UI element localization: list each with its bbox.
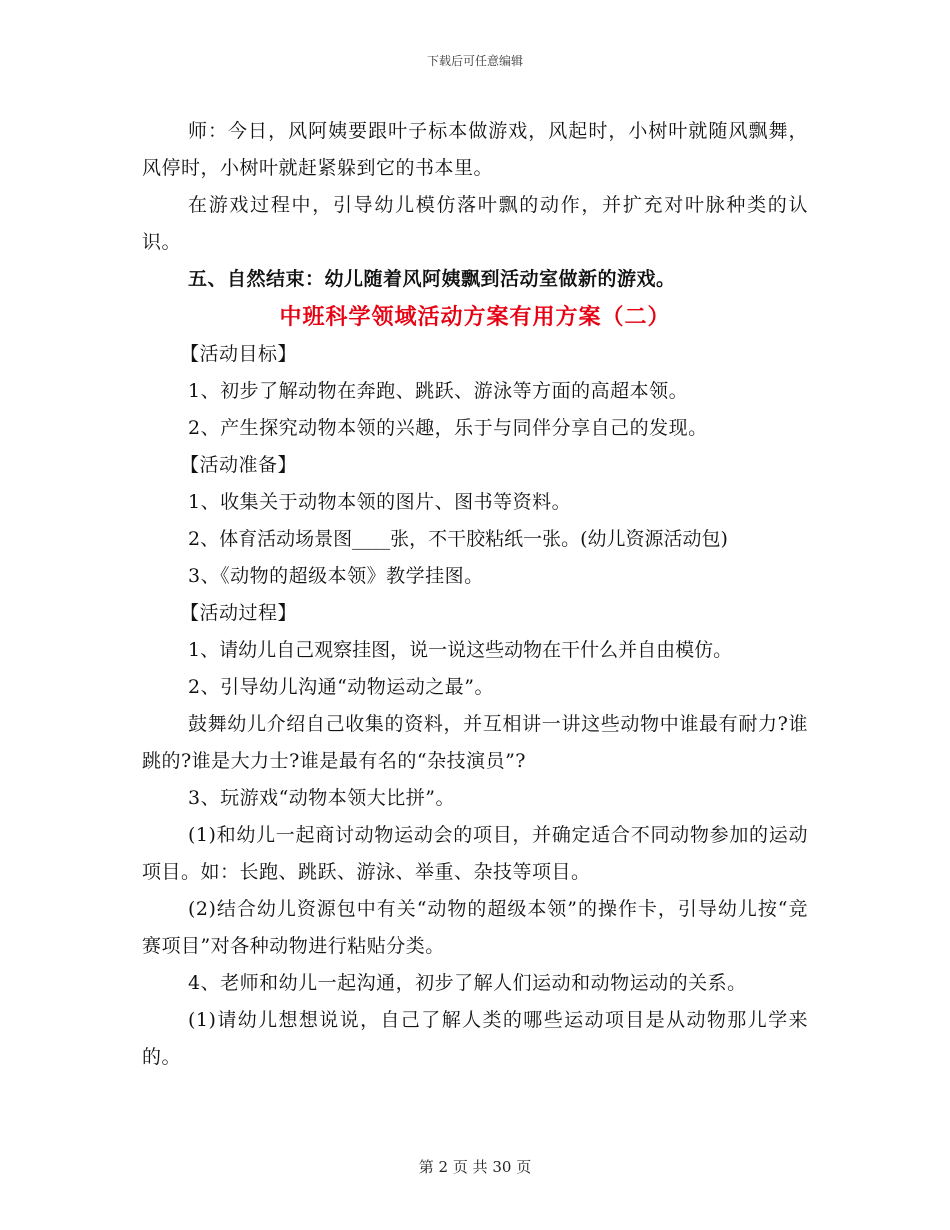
process-item-3-b: (2)结合幼儿资源包中有关“动物的超级本领”的操作卡，引导幼儿按“竞赛项目”对各种动物进行粘贴分类。 xyxy=(142,898,808,957)
prep-item-1: 1、收集关于动物本领的图片、图书等资料。 xyxy=(188,491,572,513)
header-note: 下载后可任意编辑 xyxy=(426,54,523,68)
process-item-3-a: (1)和幼儿一起商讨动物运动会的项目，并确定适合不同动物参加的运动项目。如：长跑、跳跃、游泳、举重、杂技等项目。 xyxy=(142,824,808,883)
process-item-2: 2、引导幼儿沟通“动物运动之最”。 xyxy=(188,676,495,698)
process-item-3: 3、玩游戏“动物本领大比拼”。 xyxy=(188,787,456,809)
section-title: 中班科学领域活动方案有用方案（二） xyxy=(279,304,671,330)
process-item-4: 4、老师和幼儿一起沟通，初步了解人们运动和动物运动的关系。 xyxy=(188,972,747,994)
process-item-1: 1、请幼儿自己观察挂图，说一说这些动物在干什么并自由模仿。 xyxy=(188,639,733,661)
process-item-4-a: (1)请幼儿想想说说，自己了解人类的哪些运动项目是从动物那儿学来的。 xyxy=(142,1009,808,1068)
process-item-2-detail: 鼓舞幼儿介绍自己收集的资料，并互相讲一讲这些动物中谁最有耐力?谁跳的?谁是大力士?谁是最有名的“杂技演员”? xyxy=(142,713,808,772)
paragraph-natural-ending: 五、自然结束：幼儿随着风阿姨飘到活动室做新的游戏。 xyxy=(188,268,676,290)
prep-item-2: 2、体育活动场景图____张，不干胶粘纸一张。(幼儿资源活动包) xyxy=(188,528,728,550)
heading-activity-goals: 【活动目标】 xyxy=(180,343,298,365)
paragraph-teacher-game: 师：今日，风阿姨要跟叶子标本做游戏，风起时，小树叶就随风飘舞，风停时，小树叶就赶紧躲到它的书本里。 xyxy=(142,120,808,179)
heading-activity-preparation: 【活动准备】 xyxy=(180,454,298,476)
heading-activity-process: 【活动过程】 xyxy=(180,602,298,624)
goal-item-1: 1、初步了解动物在奔跑、跳跃、游泳等方面的高超本领。 xyxy=(188,380,689,402)
document-body xyxy=(142,113,808,1076)
page-number: 第 2 页 共 30 页 xyxy=(418,1158,532,1176)
prep-item-3: 3、《动物的超级本领》教学挂图。 xyxy=(188,565,484,587)
paragraph-game-guidance: 在游戏过程中，引导幼儿模仿落叶飘的动作，并扩充对叶脉种类的认识。 xyxy=(142,194,808,253)
goal-item-2: 2、产生探究动物本领的兴趣，乐于与同伴分享自己的发现。 xyxy=(188,417,708,439)
